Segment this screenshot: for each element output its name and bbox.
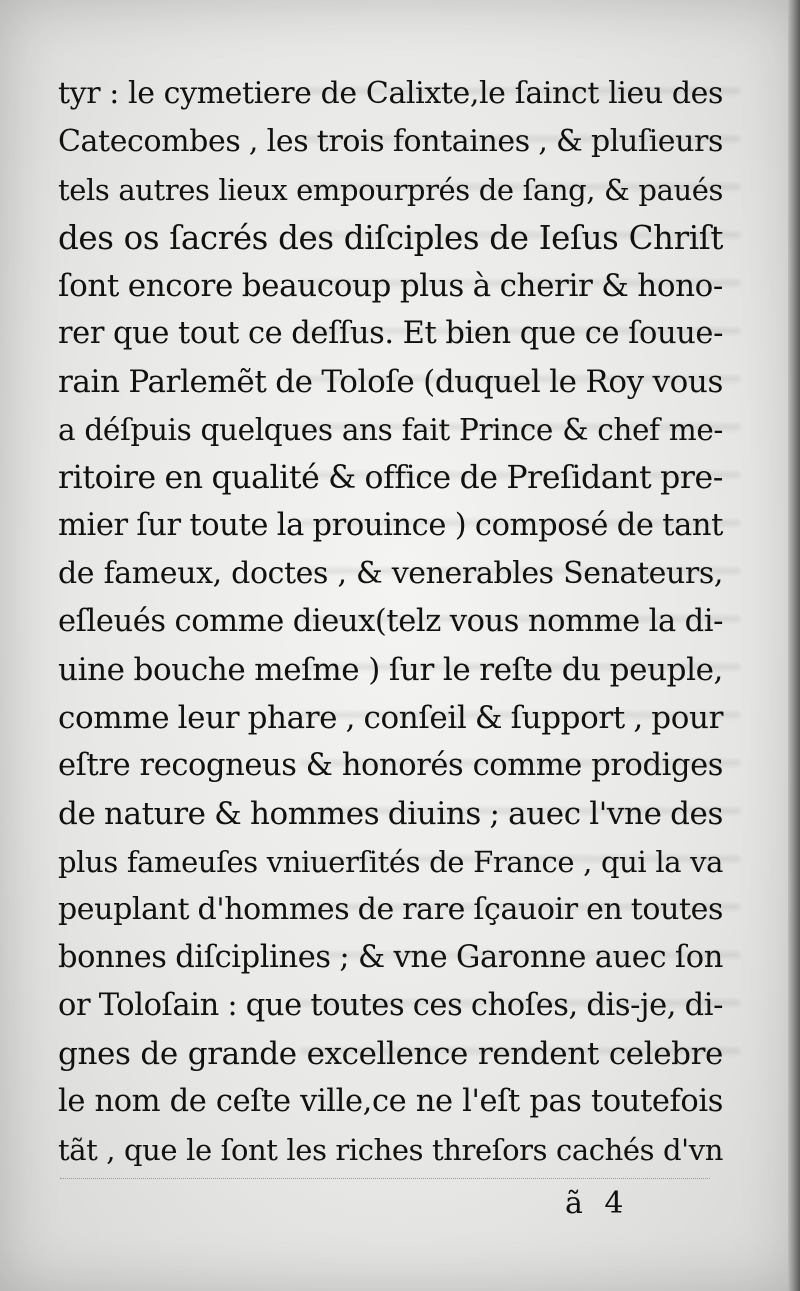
text-line: mier ſur toute la prouince ) composé de tant [58, 508, 723, 543]
text-line: plus fameuſes vniuerſités de France , qui la va [58, 845, 723, 879]
text-line: eſtre recogneus & honorés comme prodiges [58, 748, 723, 783]
page-edge-shadow [788, 0, 800, 1291]
text-line: le nom de ceſte ville,ce ne l'eſt pas toutefois [58, 1084, 723, 1119]
text-line: tyr : le cymetiere de Calixte,le ſainct lieu des [58, 76, 723, 111]
text-line: rain Parlemẽt de Toloſe (duquel le Roy vous [58, 364, 723, 400]
text-line: tels autres lieux empourprés de ſang, & paués [58, 173, 723, 207]
text-line: de fameux, doctes , & venerables Senateurs, [58, 556, 723, 591]
text-line: comme leur phare , conſeil & ſupport , pour [58, 700, 723, 736]
text-line: des os ſacrés des diſciples de Ieſus Chriſt [58, 219, 723, 257]
text-line: ritoire en qualité & office de Preſidant pre- [58, 460, 723, 496]
text-line: a déſpuis quelques ans fait Prince & chef me- [58, 413, 723, 447]
text-line: Catecombes , les trois fontaines , & pluſieurs [58, 124, 723, 159]
text-line: tãt , que le ſont les riches threſors cachés d'vn [58, 1133, 723, 1167]
text-line: eſleués comme dieux(telz vous nomme la di- [58, 604, 723, 639]
text-line: gnes de grande excellence rendent celebre [58, 1036, 723, 1072]
text-line: rer que tout ce deſſus. Et bien que ce ſouue- [58, 316, 723, 351]
text-line: peuplant d'hommes de rare ſçauoir en toutes [58, 892, 723, 927]
body-text [58, 70, 723, 1174]
text-line: bonnes diſciplines ; & vne Garonne auec ſon [58, 940, 723, 975]
text-line: de nature & hommes diuins ; auec l'vne des [58, 796, 723, 832]
signature-mark: ã 4 [565, 1186, 630, 1221]
text-line: uine bouche meſme ) ſur le reſte du peuple, [58, 652, 723, 688]
text-line: or Toloſain : que toutes ces choſes, dis-je, di- [58, 988, 723, 1023]
text-line: ſont encore beaucoup plus à cherir & hono- [58, 268, 723, 304]
bottom-dotted-rule [60, 1178, 710, 1180]
